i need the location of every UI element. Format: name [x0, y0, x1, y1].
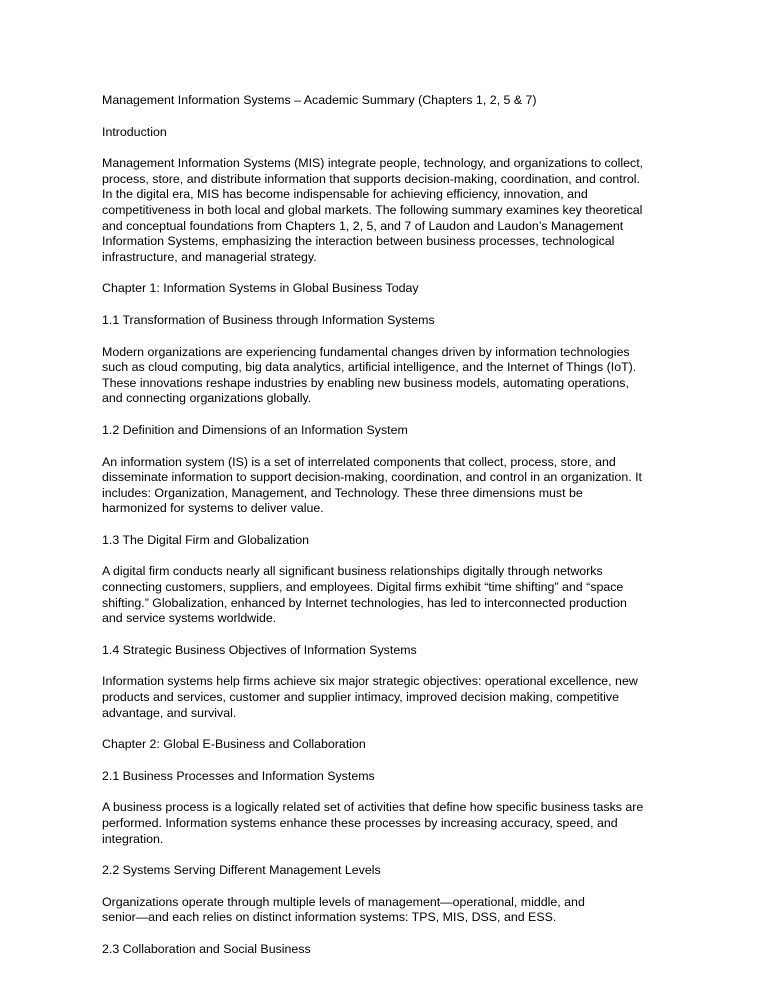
paragraph-line: Information Systems, emphasizing the interaction between business processes, technological: [102, 234, 615, 249]
paragraph-line: Information systems help firms achieve six major strategic objectives: operational excellence, new: [102, 674, 638, 689]
paragraph-line: A digital firm conducts nearly all significant business relationships digitally through networks: [102, 564, 603, 579]
paragraph-line: and conceptual foundations from Chapters 1, 2, 5, and 7 of Laudon and Laudon’s Management: [102, 218, 624, 233]
document-page: [102, 93, 672, 958]
section-1-1-heading: 1.1 Transformation of Business through Information Systems: [102, 312, 435, 327]
section-2-1-heading: 2.1 Business Processes and Information Systems: [102, 768, 375, 783]
paragraph-line: senior—and each relies on distinct information systems: TPS, MIS, DSS, and ESS.: [102, 910, 557, 925]
section-1-3-heading: 1.3 The Digital Firm and Globalization: [102, 532, 310, 547]
intro-heading: Introduction: [102, 124, 167, 139]
paragraph-line: shifting.” Globalization, enhanced by Internet technologies, has led to interconnected production: [102, 595, 627, 610]
section-1-2-paragraph: [102, 455, 672, 517]
paragraph-line: Modern organizations are experiencing fundamental changes driven by information technologies: [102, 344, 630, 359]
paragraph-line: integration.: [102, 831, 164, 846]
section-1-1-paragraph: [102, 345, 672, 407]
paragraph-line: infrastructure, and managerial strategy.: [102, 249, 317, 264]
paragraph-line: products and services, customer and supplier intimacy, improved decision making, competitive: [102, 690, 619, 705]
paragraph-line: Management Information Systems (MIS) integrate people, technology, and organizations to collect,: [102, 156, 644, 171]
paragraph-line: A business process is a logically related set of activities that define how specific business tasks are: [102, 800, 644, 815]
paragraph-line: These innovations reshape industries by enabling new business models, automating operations,: [102, 375, 629, 390]
section-1-4-heading: 1.4 Strategic Business Objectives of Information Systems: [102, 642, 417, 657]
paragraph-line: connecting customers, suppliers, and employees. Digital firms exhibit “time shifting” and “space: [102, 580, 624, 595]
chapter-1-heading: Chapter 1: Information Systems in Global Business Today: [102, 281, 419, 296]
paragraph-line: disseminate information to support decision-making, coordination, and control in an organization. It: [102, 470, 642, 485]
document-title: Management Information Systems – Academic Summary (Chapters 1, 2, 5 & 7): [102, 93, 537, 107]
paragraph-line: In the digital era, MIS has become indispensable for achieving efficiency, innovation, and: [102, 187, 588, 202]
paragraph-line: performed. Information systems enhance these processes by increasing accuracy, speed, and: [102, 816, 618, 830]
section-2-2-heading: 2.2 Systems Serving Different Management Levels: [102, 863, 381, 878]
paragraph-line: and service systems worldwide.: [102, 611, 277, 626]
paragraph-line: harmonized for systems to deliver value.: [102, 501, 324, 516]
section-1-3-paragraph: [102, 564, 672, 626]
section-2-3-heading: 2.3 Collaboration and Social Business: [102, 941, 311, 956]
paragraph-line: competitiveness in both local and global markets. The following summary examines key theoretical: [102, 202, 643, 217]
paragraph-line: such as cloud computing, big data analytics, artificial intelligence, and the Internet of Things (IoT).: [102, 360, 637, 375]
section-2-2-paragraph: [102, 895, 672, 926]
paragraph-line: process, store, and distribute information that supports decision-making, coordination, and control.: [102, 171, 640, 186]
chapter-2-heading: Chapter 2: Global E-Business and Collaboration: [102, 737, 366, 752]
paragraph-line: An information system (IS) is a set of interrelated components that collect, process, store, and: [102, 454, 616, 469]
section-1-4-paragraph: [102, 674, 672, 721]
paragraph-line: includes: Organization, Management, and Technology. These three dimensions must be: [102, 485, 583, 500]
paragraph-line: and connecting organizations globally.: [102, 391, 312, 406]
paragraph-line: advantage, and survival.: [102, 705, 237, 720]
section-1-2-heading: 1.2 Definition and Dimensions of an Information System: [102, 422, 408, 437]
intro-paragraph: [102, 156, 672, 265]
section-2-1-paragraph: [102, 800, 672, 847]
paragraph-line: Organizations operate through multiple levels of management—operational, middle, and: [102, 894, 585, 909]
